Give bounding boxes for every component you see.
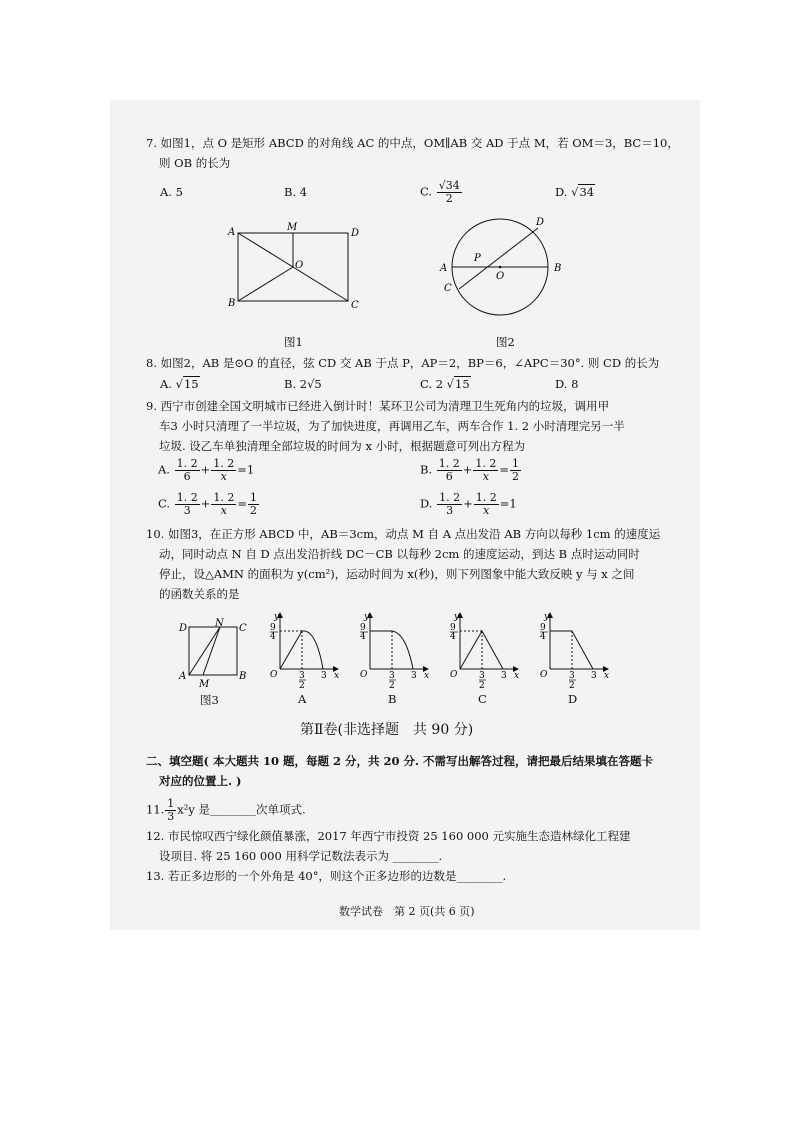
- q8-option-a: A. √15: [160, 377, 199, 391]
- q10-line4: 的函数关系的是: [159, 587, 240, 601]
- section-2-instructions-1: 二、填空题( 本大题共 10 题，每题 2 分，共 20 分. 不需写出解答过程，请把最后结果填在答题卡: [146, 754, 653, 768]
- graph-c-label: C: [478, 692, 487, 706]
- graph-b-label: B: [388, 692, 397, 706]
- fig2-caption: 图2: [496, 335, 515, 349]
- q9-option-a: A. $\frac{1. 2}{6}$ + $\frac{1. 2}{x}$ =1: [158, 457, 255, 483]
- section-2-instructions-2: 对应的位置上. ): [159, 774, 242, 788]
- fig3-label-m: M: [199, 679, 210, 689]
- q10-graphs: [258, 609, 698, 689]
- fig2-label-p: P: [474, 253, 481, 264]
- svg-text:y: y: [364, 612, 370, 622]
- q11: 11. $\frac{1}{3}$ x²y 是________次单项式.: [146, 797, 306, 823]
- figure-3: [176, 617, 248, 689]
- q10-line1: 10. 如图3，在正方形 ABCD 中，AB＝3cm，动点 M 自 A 点出发沿 AB 方向以每秒 1cm 的速度运: [146, 527, 661, 541]
- q7-line2: 则 OB 的长为: [159, 156, 231, 170]
- q8-line1: 8. 如图2，AB 是⊙O 的直径，弦 CD 交 AB 于点 P，AP＝2，BP＝6，∠APC＝30°. 则 CD 的长为: [146, 356, 660, 370]
- q7-option-a: A. 5: [160, 185, 183, 199]
- q9-option-a-label: A.: [158, 462, 170, 477]
- svg-text:3: 3: [389, 671, 395, 681]
- q11-label: 11.: [146, 802, 165, 817]
- graph-a-label: A: [298, 692, 307, 706]
- q9-option-c-label: C.: [158, 496, 171, 511]
- svg-text:3: 3: [569, 671, 575, 681]
- svg-text:2: 2: [479, 681, 485, 689]
- q13-line1: 13. 若正多边形的一个外角是 40°，则这个正多边形的边数是________.: [146, 869, 507, 883]
- q9-option-b: B. $\frac{1. 2}{6}$ + $\frac{1. 2}{x}$ = $\frac{1}{2}$: [420, 457, 520, 483]
- q9-option-b-label: B.: [420, 462, 433, 477]
- graph-d: [550, 615, 606, 669]
- q8-option-a-rad: 15: [183, 377, 199, 391]
- q10-line3: 停止，设△AMN 的面积为 y(cm²)，运动时间为 x(秒)，则下列图象中能大致反映 y 与 x 之间: [159, 567, 635, 581]
- q8-option-c-label: C. 2: [420, 377, 444, 391]
- svg-text:x: x: [514, 671, 520, 681]
- svg-text:2: 2: [569, 681, 575, 689]
- q7-option-c-label: C.: [420, 184, 433, 199]
- q12-line1: 12. 市民惊叹西宁绿化颜值暴涨，2017 年西宁市投资 25 160 000 元实施生态造林绿化工程建: [146, 829, 631, 843]
- q9-line1: 9. 西宁市创建全国文明城市已经进入倒计时！某环卫公司为清理卫生死角内的垃圾，调用甲: [146, 399, 610, 413]
- svg-text:3: 3: [411, 671, 417, 681]
- fig1-label-o: O: [295, 260, 304, 271]
- svg-text:O: O: [270, 670, 278, 680]
- q9-option-c: C. $\frac{1. 2}{3}$ + $\frac{1. 2}{x}$ = $\frac{1}{2}$: [158, 491, 257, 517]
- fig1-label-d: D: [351, 228, 360, 239]
- q7-option-b: B. 4: [284, 185, 308, 199]
- svg-text:3: 3: [299, 671, 305, 681]
- q7-option-d-label: D.: [555, 185, 568, 199]
- svg-text:9: 9: [540, 623, 546, 633]
- q7-option-c-den: 2: [445, 192, 453, 205]
- q12-line2: 设项目. 将 25 160 000 用科学记数法表示为 ________.: [159, 849, 443, 863]
- graph-c: [460, 615, 516, 669]
- q8-option-c-rad: 15: [455, 377, 470, 391]
- q7-line1: 7. 如图1，点 O 是矩形 ABCD 的对角线 AC 的中点，OM∥AB 交 AD 于点 M，若 OM＝3，BC＝10，: [146, 136, 679, 150]
- svg-text:x: x: [424, 671, 430, 681]
- graph-a: [280, 615, 336, 669]
- fig1-label-a: A: [228, 227, 236, 238]
- fig2-label-c: C: [444, 283, 452, 294]
- q11-text: x²y 是________次单项式.: [177, 802, 306, 817]
- q8-option-a-label: A.: [160, 377, 172, 391]
- svg-text:3: 3: [591, 671, 597, 681]
- svg-text:3: 3: [321, 671, 327, 681]
- svg-text:O: O: [540, 670, 548, 680]
- svg-text:4: 4: [450, 632, 456, 642]
- q8-option-b: B. 2√5: [284, 377, 322, 391]
- section-2-title: 第Ⅱ卷(非选择题 共 90 分): [300, 722, 474, 738]
- fig3-label-c: C: [239, 623, 247, 634]
- figure-1: [225, 218, 365, 313]
- fig2-label-o: O: [496, 271, 505, 282]
- svg-text:O: O: [450, 670, 458, 680]
- svg-text:9: 9: [450, 623, 456, 633]
- svg-text:y: y: [274, 612, 280, 622]
- fig1-caption: 图1: [284, 335, 303, 349]
- fig3-label-a: A: [179, 671, 187, 682]
- svg-text:4: 4: [360, 632, 366, 642]
- fig1-label-c: C: [351, 300, 359, 311]
- svg-text:x: x: [334, 671, 340, 681]
- figure-2: [435, 213, 575, 328]
- fig1-label-m: M: [287, 222, 298, 233]
- q7-option-c-num: √34: [438, 179, 460, 192]
- svg-text:2: 2: [299, 681, 305, 689]
- svg-text:3: 3: [479, 671, 485, 681]
- q9-line2: 车3 小时只清理了一半垃圾，为了加快进度，再调用乙车，两车合作 1. 2 小时清理完另一半: [159, 419, 625, 433]
- q10-line2: 动，同时动点 N 自 D 点出发沿折线 DC－CB 以每秒 2cm 的速度运动，到达 B 点时运动同时: [159, 547, 640, 561]
- svg-text:2: 2: [389, 681, 395, 689]
- q7-option-d: D. √34: [555, 185, 595, 199]
- svg-text:O: O: [360, 670, 368, 680]
- fig3-label-n: N: [215, 618, 224, 629]
- graph-d-label: D: [568, 692, 578, 706]
- svg-text:9: 9: [360, 623, 366, 633]
- graph-b: [370, 615, 426, 669]
- fig3-caption: 图3: [200, 693, 219, 707]
- q9-option-d: D. $\frac{1. 2}{3}$ + $\frac{1. 2}{x}$ =1: [420, 491, 517, 517]
- fig1-label-b: B: [228, 298, 236, 309]
- svg-text:3: 3: [501, 671, 507, 681]
- svg-text:x: x: [604, 671, 610, 681]
- svg-text:y: y: [454, 612, 460, 622]
- q7-option-d-rad: 34: [579, 185, 595, 199]
- fig3-label-b: B: [239, 671, 247, 682]
- svg-text:y: y: [544, 612, 550, 622]
- fig2-label-b: B: [554, 263, 562, 274]
- q8-option-c: C. 2 √15: [420, 377, 470, 391]
- page-footer: 数学试卷 第 2 页(共 6 页): [339, 905, 475, 918]
- fig2-label-a: A: [440, 263, 448, 274]
- q7-option-c: [420, 180, 463, 205]
- svg-text:4: 4: [540, 632, 546, 642]
- q8-option-d: D. 8: [555, 377, 579, 391]
- svg-text:4: 4: [270, 632, 276, 642]
- svg-text:9: 9: [270, 623, 276, 633]
- fig3-label-d: D: [179, 623, 188, 634]
- fig2-label-d: D: [536, 217, 545, 228]
- q9-option-d-label: D.: [420, 496, 433, 511]
- q9-line3: 垃圾. 设乙车单独清理全部垃圾的时间为 x 小时，根据题意可列出方程为: [159, 439, 526, 453]
